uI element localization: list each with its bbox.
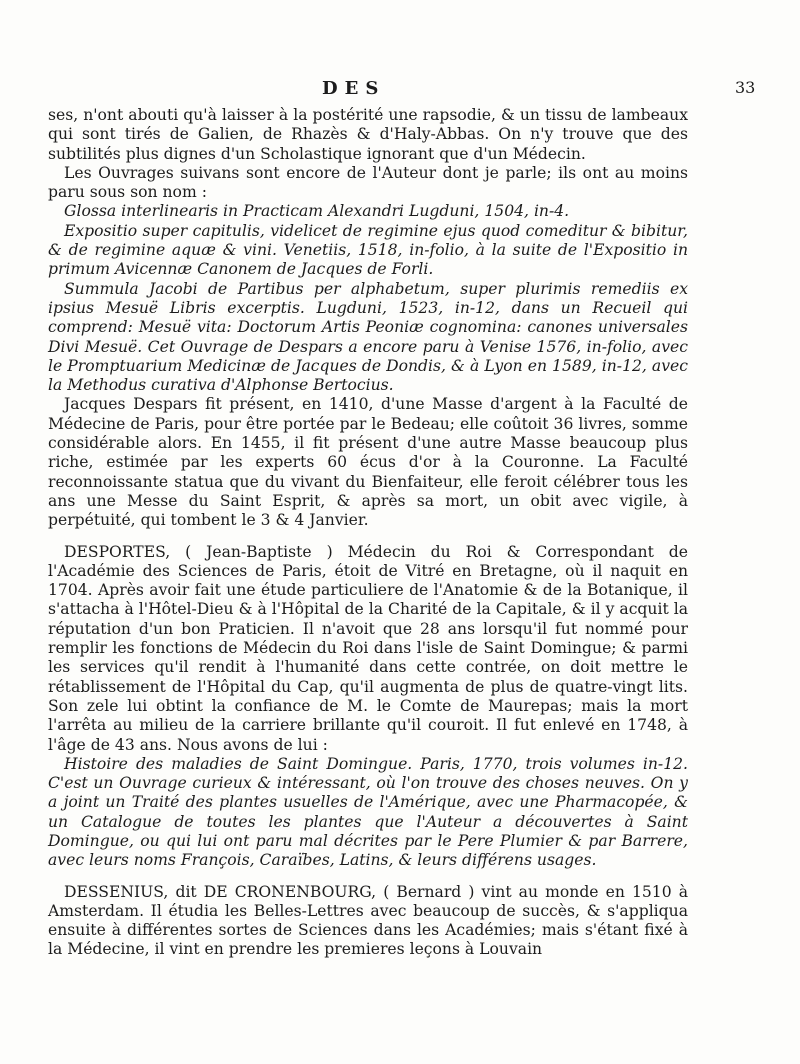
- entry-dessenius: DESSENIUS, dit DE CRONENBOURG, ( Bernard ) vint au monde en 1510 à Amsterdam. Il étudia les Belles-Lettres avec beaucoup de succès, & s'appliqua ensuite à différentes sortes de Sciences dans les Académies; mais s'étant fixé à la Médecine, il vint en prendre les premieres leçons à Louvain: [48, 882, 688, 959]
- paragraph-works-intro: Les Ouvrages suivans sont encore de l'Auteur dont je parle; ils ont au moins paru sous son nom :: [48, 163, 688, 202]
- paragraph-continuation: ses, n'ont abouti qu'à laisser à la postérité une rapsodie, & un tissu de lambeaux qui sont tirés de Galien, de Rhazès & d'Haly-Abbas. On n'y trouve que des subtilités plus dignes d'un Scholastique ignorant que d'un Médecin.: [48, 106, 688, 163]
- body-text: [48, 106, 688, 960]
- running-head: DES: [322, 78, 386, 99]
- page-number: 33: [735, 78, 756, 97]
- bibliography-entry-glossa: Glossa interlinearis in Practicam Alexandri Lugduni, 1504, in-4.: [64, 202, 570, 221]
- bibliography-entry-histoire: Histoire des maladies de Saint Domingue. Paris, 1770, trois volumes in-12. C'est un Ouvrage curieux & intéressant, où l'on trouve des choses neuves. On y a joint un Traité des plantes usuelles de l'Amérique, avec une Pharmacopée, & un Catalogue de toutes les plantes que l'Auteur a découvertes à Saint Domingue, ou qui lui ont paru mal décrites par le Pere Plumier & par Barrere, avec leurs noms François, Caraïbes, Latins, & leurs différens usages.: [48, 754, 688, 870]
- paragraph-despars-gift: Jacques Despars fit présent, en 1410, d'une Masse d'argent à la Faculté de Médecine de Paris, pour être portée par le Bedeau; elle coûtoit 36 livres, somme considérable alors. En 1455, il fit présent d'une autre Masse beaucoup plus riche, estimée par les experts 60 écus d'or à la Couronne. La Faculté reconnoissante statua que du vivant du Bienfaiteur, elle feroit célébrer tous les ans une Messe du Saint Esprit, & après sa mort, un obit avec vigile, à perpétuité, qui tombent le 3 & 4 Janvier.: [48, 395, 688, 530]
- bibliography-entry-summula: Summula Jacobi de Partibus per alphabetum, super plurimis remediis ex ipsius Mesuë Libris excerptis. Lugduni, 1523, in-12, dans un Recueil qui comprend: Mesuë vita: Doctorum Artis Peoniæ cognomina: canones universales Divi Mesuë. Cet Ouvrage de Despars a encore paru à Venise 1576, in-folio, avec le Promptuarium Medicinæ de Jacques de Dondis, & à Lyon en 1589, in-12, avec la Methodus curativa d'Alphonse Bertocius.: [48, 279, 688, 395]
- bibliography-entry-expositio: Expositio super capitulis, videlicet de regimine ejus quod comeditur & bibitur, & de regimine aquæ & vini. Venetiis, 1518, in-folio, à la suite de l'Expositio in primum Avicennæ Canonem de Jacques de Forli.: [48, 221, 688, 279]
- page-header: [0, 78, 800, 102]
- entry-desportes: DESPORTES, ( Jean-Baptiste ) Médecin du Roi & Correspondant de l'Académie des Sciences de Paris, étoit de Vitré en Bretagne, où il naquit en 1704. Après avoir fait une étude particuliere de l'Anatomie & de la Botanique, il s'attacha à l'Hôtel-Dieu & à l'Hôpital de la Charité de la Capitale, & il y acquit la réputation d'un bon Praticien. Il n'avoit que 28 ans lorsqu'il fut nommé pour remplir les fonctions de Médecin du Roi dans l'isle de Saint Domingue; & parmi les services qu'il rendit à l'humanité dans cette contrée, on doit mettre le rétablissement de l'Hôpital du Cap, qu'il augmenta de plus de quatre-vingt lits. Son zele lui obtint la confiance de M. le Comte de Maurepas; mais la mort l'arrêta au milieu de la carriere brillante qu'il couroit. Il fut enlevé en 1748, à l'âge de 43 ans. Nous avons de lui :: [48, 542, 688, 754]
